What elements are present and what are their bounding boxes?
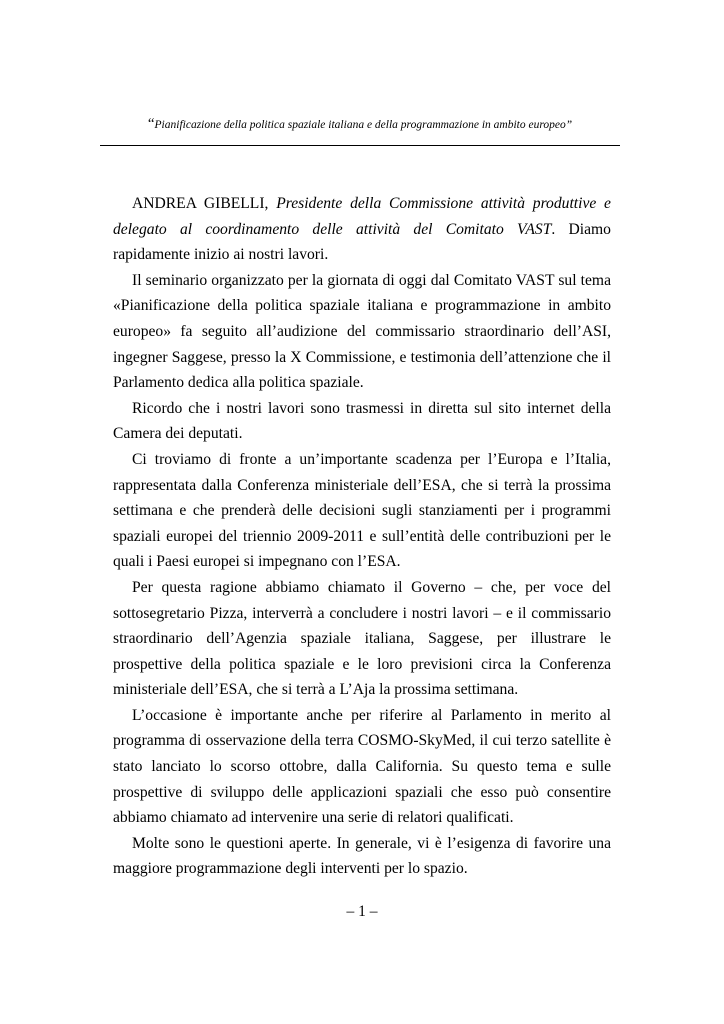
paragraph-2: Il seminario organizzato per la giornata di oggi dal Comitato VAST sul tema «Pianificazione della politica spaziale italiana e programmazione in ambito europeo» fa seguito all’audizione del commissario straordinario dell’ASI, ingegner Saggese, presso la X Commissione, e testimonia dell’attenzione che il Parlamento dedica alla politica spaziale. [113, 271, 611, 392]
speaker-name: ANDREA GIBELLI, [132, 195, 269, 212]
page-number: – 1 – [346, 903, 378, 920]
paragraph-4: Ci troviamo di fronte a un’importante scadenza per l’Europa e l’Italia, rappresentata dalla Conferenza ministeriale dell’ESA, che si terrà la prossima settimana e che prenderà delle decisioni sugli stanziamenti per i programmi spaziali europei del triennio 2009-2011 e sull’entità delle contribuzioni per le quali i Paesi europei si impegnano con l’ESA. [113, 450, 611, 571]
paragraph-3: Ricordo che i nostri lavori sono trasmessi in diretta sul sito internet della Camera dei deputati. [113, 399, 611, 443]
paragraph-6: L’occasione è importante anche per riferire al Parlamento in merito al programma di osservazione della terra COSMO-SkyMed, il cui terzo satellite è stato lanciato lo scorso ottobre, dalla California. Su questo tema e sulle prospettive di sviluppo delle applicazioni spaziali che esso può consentire abbiamo chiamato ad intervenire una serie di relatori qualificati. [113, 706, 611, 827]
paragraph-7: Molte sono le questioni aperte. In generale, vi è l’esigenza di favorire una maggiore programmazione degli interventi per lo spazio. [113, 834, 611, 878]
paragraph-1-text: . Diamo rapidamente inizio ai nostri lavori. [113, 220, 611, 264]
header-rule [100, 145, 620, 146]
speaker-role: Presidente della Commissione attività produttive e delegato al coordinamento delle attività del Comitato VAST [113, 195, 611, 238]
paragraph-5: Per questa ragione abbiamo chiamato il Governo – che, per voce del sottosegretario Pizza, interverrà a concludere i nostri lavori – e il commissario straordinario dell’Agenzia spaziale italiana, Saggese, per illustrare le prospettive della politica spaziale e le loro previsioni circa la Conferenza ministeriale dell’ESA, che si terrà a L’Aja la prossima settimana. [113, 578, 611, 699]
header-quote-mark: “ [147, 116, 155, 132]
paragraph-1 [113, 191, 611, 268]
running-header [100, 116, 620, 133]
header-title: Pianificazione della politica spaziale italiana e della programmazione in ambito europeo” [154, 119, 573, 131]
document-body [113, 191, 611, 882]
